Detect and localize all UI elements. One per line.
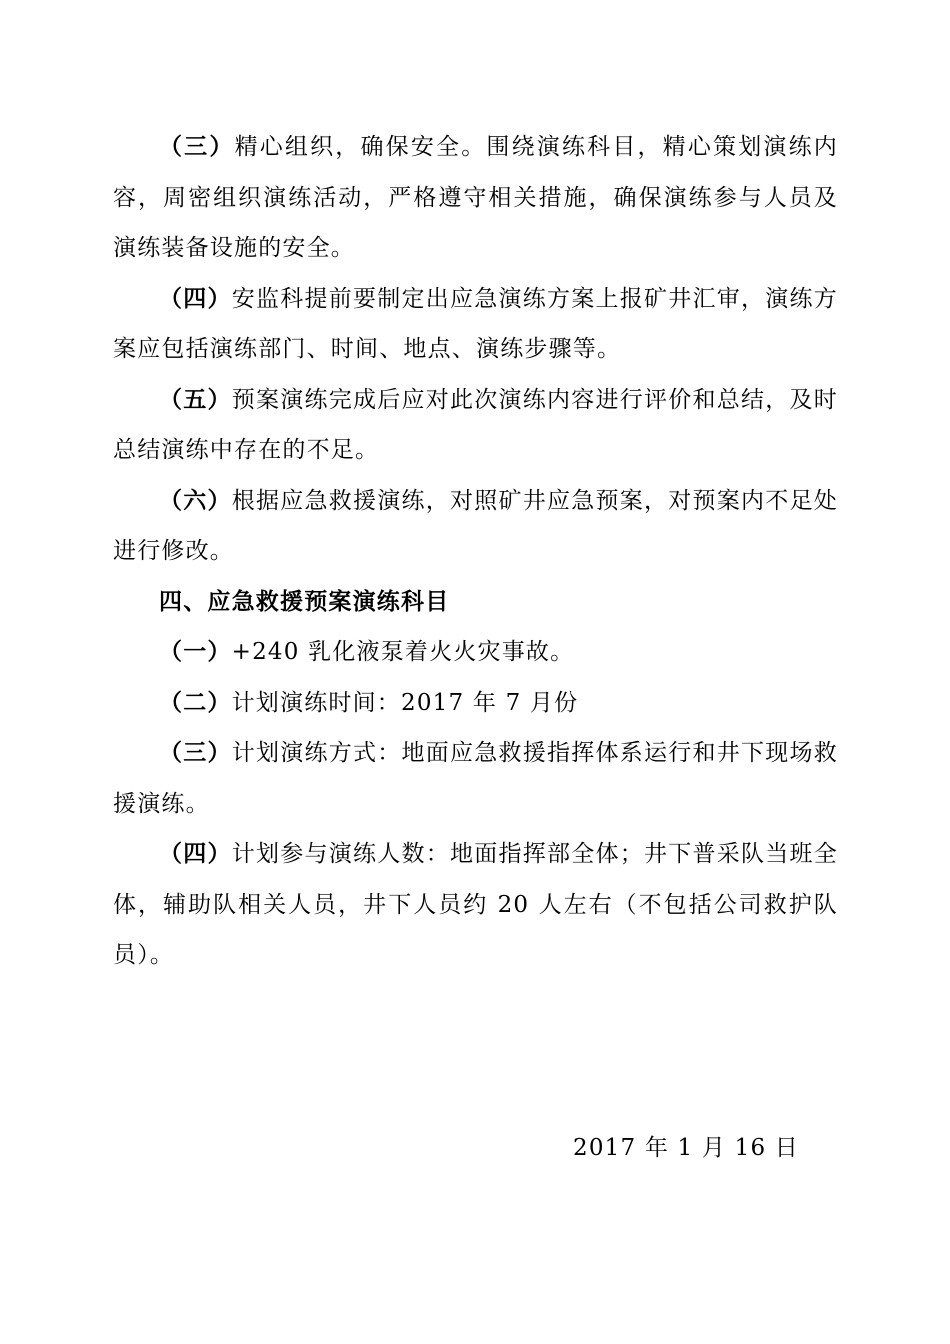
paragraph-item-4-plan xyxy=(113,274,838,375)
paragraph-subject-3-method xyxy=(113,728,838,829)
paragraph-label: （四） xyxy=(159,841,232,867)
paragraph-item-3-safety xyxy=(113,122,838,274)
paragraph-text: 预案演练完成后应对此次演练内容进行评价和总结，及时总结演练中存在的不足。 xyxy=(113,386,839,463)
paragraph-subject-4-participants xyxy=(113,829,838,981)
paragraph-text: +240 乳化液泵着火火灾事故。 xyxy=(231,639,575,665)
section-heading: 四、应急救援预案演练科目 xyxy=(159,588,450,615)
paragraph-label: （六） xyxy=(159,487,232,514)
paragraph-text: 计划参与演练人数：地面指挥部全体；井下普采队当班全体，辅助队相关人员，井下人员约 20 人左右（不包括公司救护队员）。 xyxy=(113,841,839,968)
paragraph-subject-1 xyxy=(113,627,838,678)
paragraph-label: （四） xyxy=(159,285,232,312)
document-date: 2017 年 1 月 16 日 xyxy=(573,1135,799,1161)
paragraph-label: （三） xyxy=(159,740,232,766)
paragraph-label: （三） xyxy=(159,134,235,160)
paragraph-text: 计划演练时间：2017 年 7 月份 xyxy=(231,689,579,716)
paragraph-item-5-evaluation xyxy=(113,375,838,476)
paragraph-label: （一） xyxy=(159,639,232,665)
paragraph-text: 安监科提前要制定出应急演练方案上报矿井汇审，演练方案应包括演练部门、时间、地点、演练步骤等。 xyxy=(113,285,839,362)
paragraph-subject-2-time xyxy=(113,678,838,729)
paragraph-label: （二） xyxy=(159,689,232,716)
paragraph-label: （五） xyxy=(159,386,232,413)
paragraph-text: 精心组织，确保安全。围绕演练科目，精心策划演练内容，周密组织演练活动，严格遵守相关措施，确保演练参与人员及演练装备设施的安全。 xyxy=(113,134,838,261)
paragraph-text: 根据应急救援演练，对照矿井应急预案，对预案内不足处进行修改。 xyxy=(113,487,839,564)
document-body xyxy=(113,122,838,981)
paragraph-text: 计划演练方式：地面应急救援指挥体系运行和井下现场救援演练。 xyxy=(113,740,839,817)
paragraph-item-6-revision xyxy=(113,476,838,577)
